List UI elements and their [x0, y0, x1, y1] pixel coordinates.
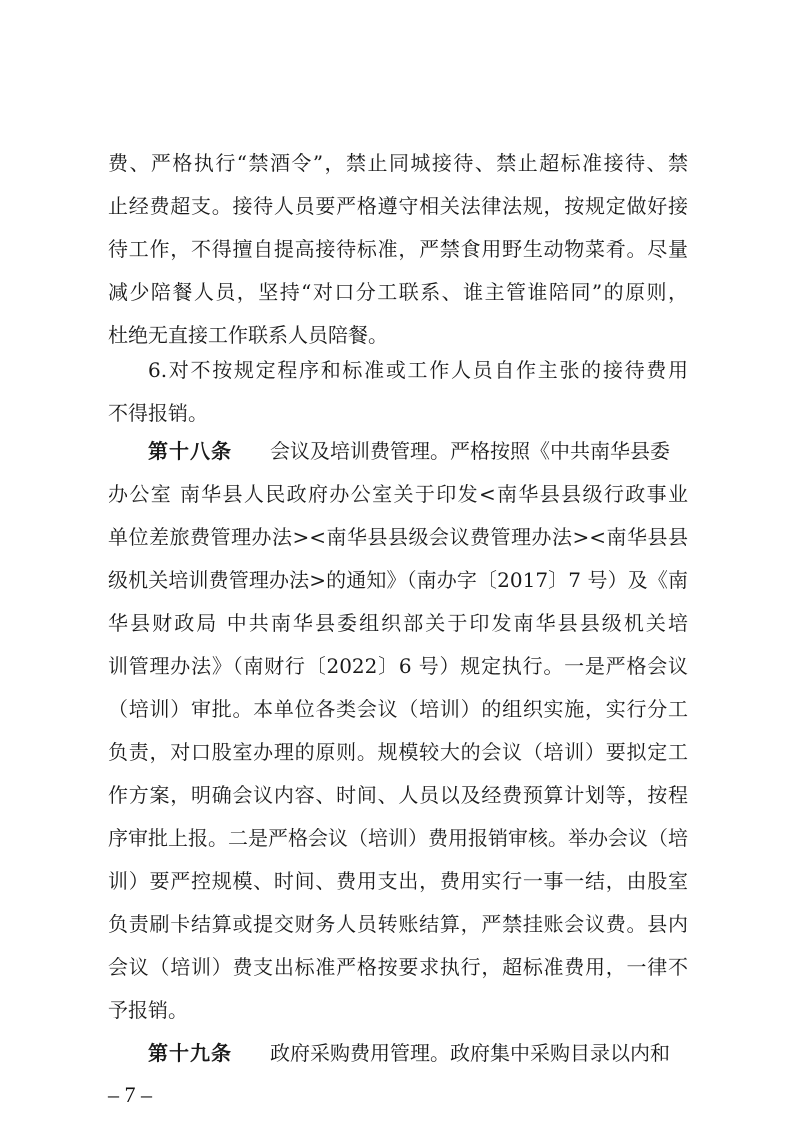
article-18-line: 序审批上报。二是严格会议（培训）费用报销审核。举办会议（培	[108, 826, 688, 850]
article-18-line: 作方案，明确会议内容、时间、人员以及经费预算计划等，按程	[108, 783, 688, 807]
article-18-line: 办公室 南华县人民政府办公室关于印发<南华县县级行政事业	[108, 482, 688, 506]
article-18-line: 级机关培训费管理办法>的通知》（南办字〔2017〕7 号）及《南	[108, 568, 688, 592]
article-18-line: 单位差旅费管理办法><南华县县级会议费管理办法><南华县县	[108, 525, 688, 549]
page-number: – 7 –	[108, 1082, 152, 1107]
article-18-line: 训管理办法》（南财行〔2022〕6 号）规定执行。一是严格会议	[108, 654, 688, 678]
paragraph-line: 止经费超支。接待人员要严格遵守相关法律法规，按规定做好接	[108, 194, 688, 218]
article-18-line: 负责刷卡结算或提交财务人员转账结算，严禁挂账会议费。县内	[108, 912, 688, 936]
article-18-line: 华县财政局 中共南华县委组织部关于印发南华县县级机关培	[108, 611, 688, 635]
article-18-first-line: 会议及培训费管理。严格按照《中共南华县委	[270, 439, 670, 463]
paragraph-line: 待工作，不得擅自提高接待标准，严禁食用野生动物菜肴。尽量	[108, 237, 688, 261]
paragraph-line: 费、严格执行“禁酒令”，禁止同城接待、禁止超标准接待、禁	[108, 151, 688, 175]
article-18-heading	[148, 438, 688, 464]
article-18-line: 会议（培训）费支出标准严格按要求执行，超标准费用，一律不	[108, 955, 688, 979]
article-19-first-line: 政府采购费用管理。政府集中采购目录以内和	[270, 1041, 670, 1065]
paragraph-line: 减少陪餐人员，坚持“对口分工联系、谁主管谁陪同”的原则，	[108, 280, 688, 304]
article-18-line: 负责，对口股室办理的原则。规模较大的会议（培训）要拟定工	[108, 740, 688, 764]
item-6-line: 6.对不按规定程序和标准或工作人员自作主张的接待费用	[148, 358, 688, 382]
article-18-line: （培训）审批。本单位各类会议（培训）的组织实施，实行分工	[108, 697, 688, 721]
item-6-line: 不得报销。	[108, 401, 208, 425]
article-18-line: 予报销。	[108, 998, 188, 1022]
article-18-title: 第十八条	[148, 439, 232, 463]
article-19-title: 第十九条	[148, 1041, 232, 1065]
paragraph-line: 杜绝无直接工作联系人员陪餐。	[108, 323, 388, 347]
article-19-heading	[148, 1040, 688, 1066]
article-18-line: 训）要严控规模、时间、费用支出，费用实行一事一结，由股室	[108, 869, 688, 893]
